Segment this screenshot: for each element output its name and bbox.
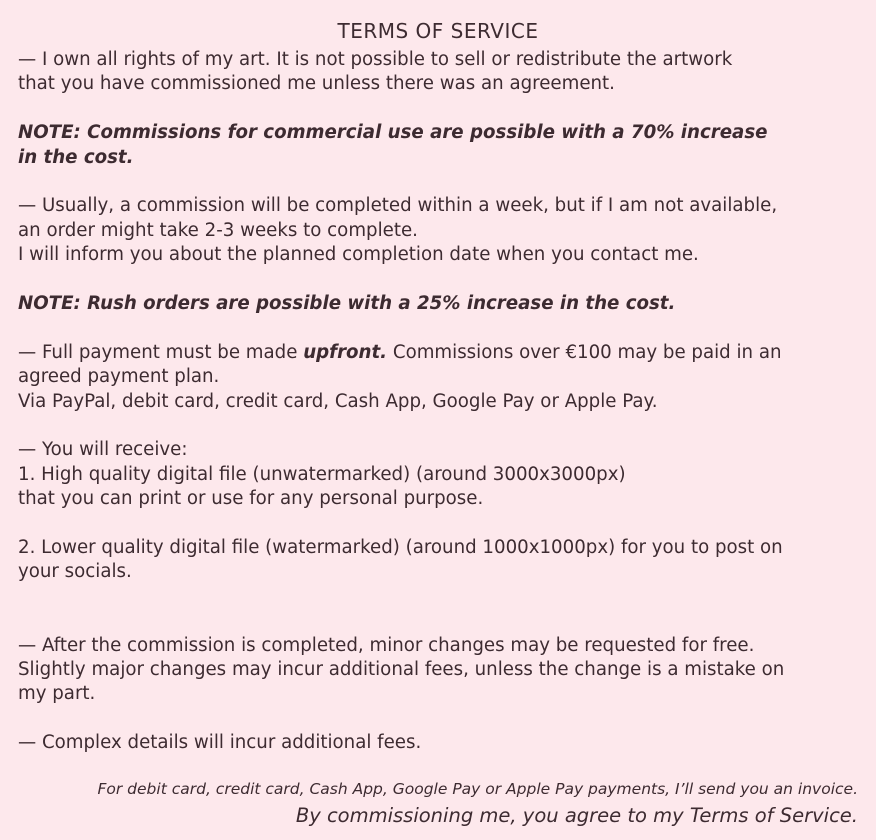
commercial-note [18, 121, 858, 170]
changes-line-1: — After the commission is completed, minor changes may be requested for free. [18, 634, 755, 656]
invoice-note: For debit card, credit card, Cash App, Google Pay or Apple Pay payments, I’ll send you an invoice. [97, 780, 858, 798]
spacer [18, 707, 858, 731]
spacer [18, 170, 858, 194]
payment-section [18, 341, 858, 414]
timing-line-1: — Usually, a commission will be completed within a week, but if I am not available, [18, 195, 778, 217]
agreement-statement: By commissioning me, you agree to my Terms of Service. [295, 804, 858, 827]
rush-note: NOTE: Rush orders are possible with a 25% increase in the cost. [18, 293, 676, 315]
payment-line-1 [18, 341, 858, 365]
changes-line-2: Slightly major changes may incur additional fees, unless the change is a mistake on [18, 659, 785, 681]
deliverables-line-4: 2. Lower quality digital file (watermarked) (around 1000x1000px) for you to post on [18, 537, 783, 559]
payment-line-2: agreed payment plan. [18, 366, 220, 388]
payment-text-pre: — Full payment must be made [18, 341, 304, 363]
rights-section [18, 48, 858, 97]
spacer [18, 97, 858, 121]
spacer [18, 512, 858, 536]
timing-line-3: I will inform you about the planned completion date when you contact me. [18, 244, 699, 266]
spacer [18, 316, 858, 340]
changes-section [18, 634, 858, 707]
complex-details-line: — Complex details will incur additional fees. [18, 732, 422, 754]
deliverables-section [18, 438, 858, 584]
payment-text-post: Commissions over €100 may be paid in an [387, 341, 782, 363]
deliverables-line-3: that you can print or use for any personal purpose. [18, 488, 484, 510]
spacer [18, 585, 858, 634]
payment-upfront-emphasis: upfront. [303, 341, 388, 363]
changes-line-3: my part. [18, 683, 96, 705]
spacer [18, 268, 858, 292]
page-title: TERMS OF SERVICE [337, 19, 539, 43]
deliverables-line-5: your socials. [18, 561, 132, 583]
rights-line-2: that you have commissioned me unless there was an agreement. [18, 73, 615, 95]
rights-line-1: — I own all rights of my art. It is not possible to sell or redistribute the artwork [18, 49, 733, 70]
timing-section [18, 194, 858, 267]
commercial-note-line-1: NOTE: Commissions for commercial use are possible with a 70% increase [18, 122, 768, 144]
timing-line-2: an order might take 2-3 weeks to complete. [18, 219, 418, 241]
deliverables-line-2: 1. High quality digital file (unwatermarked) (around 3000x3000px) [18, 463, 626, 485]
spacer [18, 414, 858, 438]
payment-line-3: Via PayPal, debit card, credit card, Cash App, Google Pay or Apple Pay. [18, 390, 658, 412]
commercial-note-line-2: in the cost. [18, 146, 134, 168]
deliverables-line-1: — You will receive: [18, 439, 188, 461]
